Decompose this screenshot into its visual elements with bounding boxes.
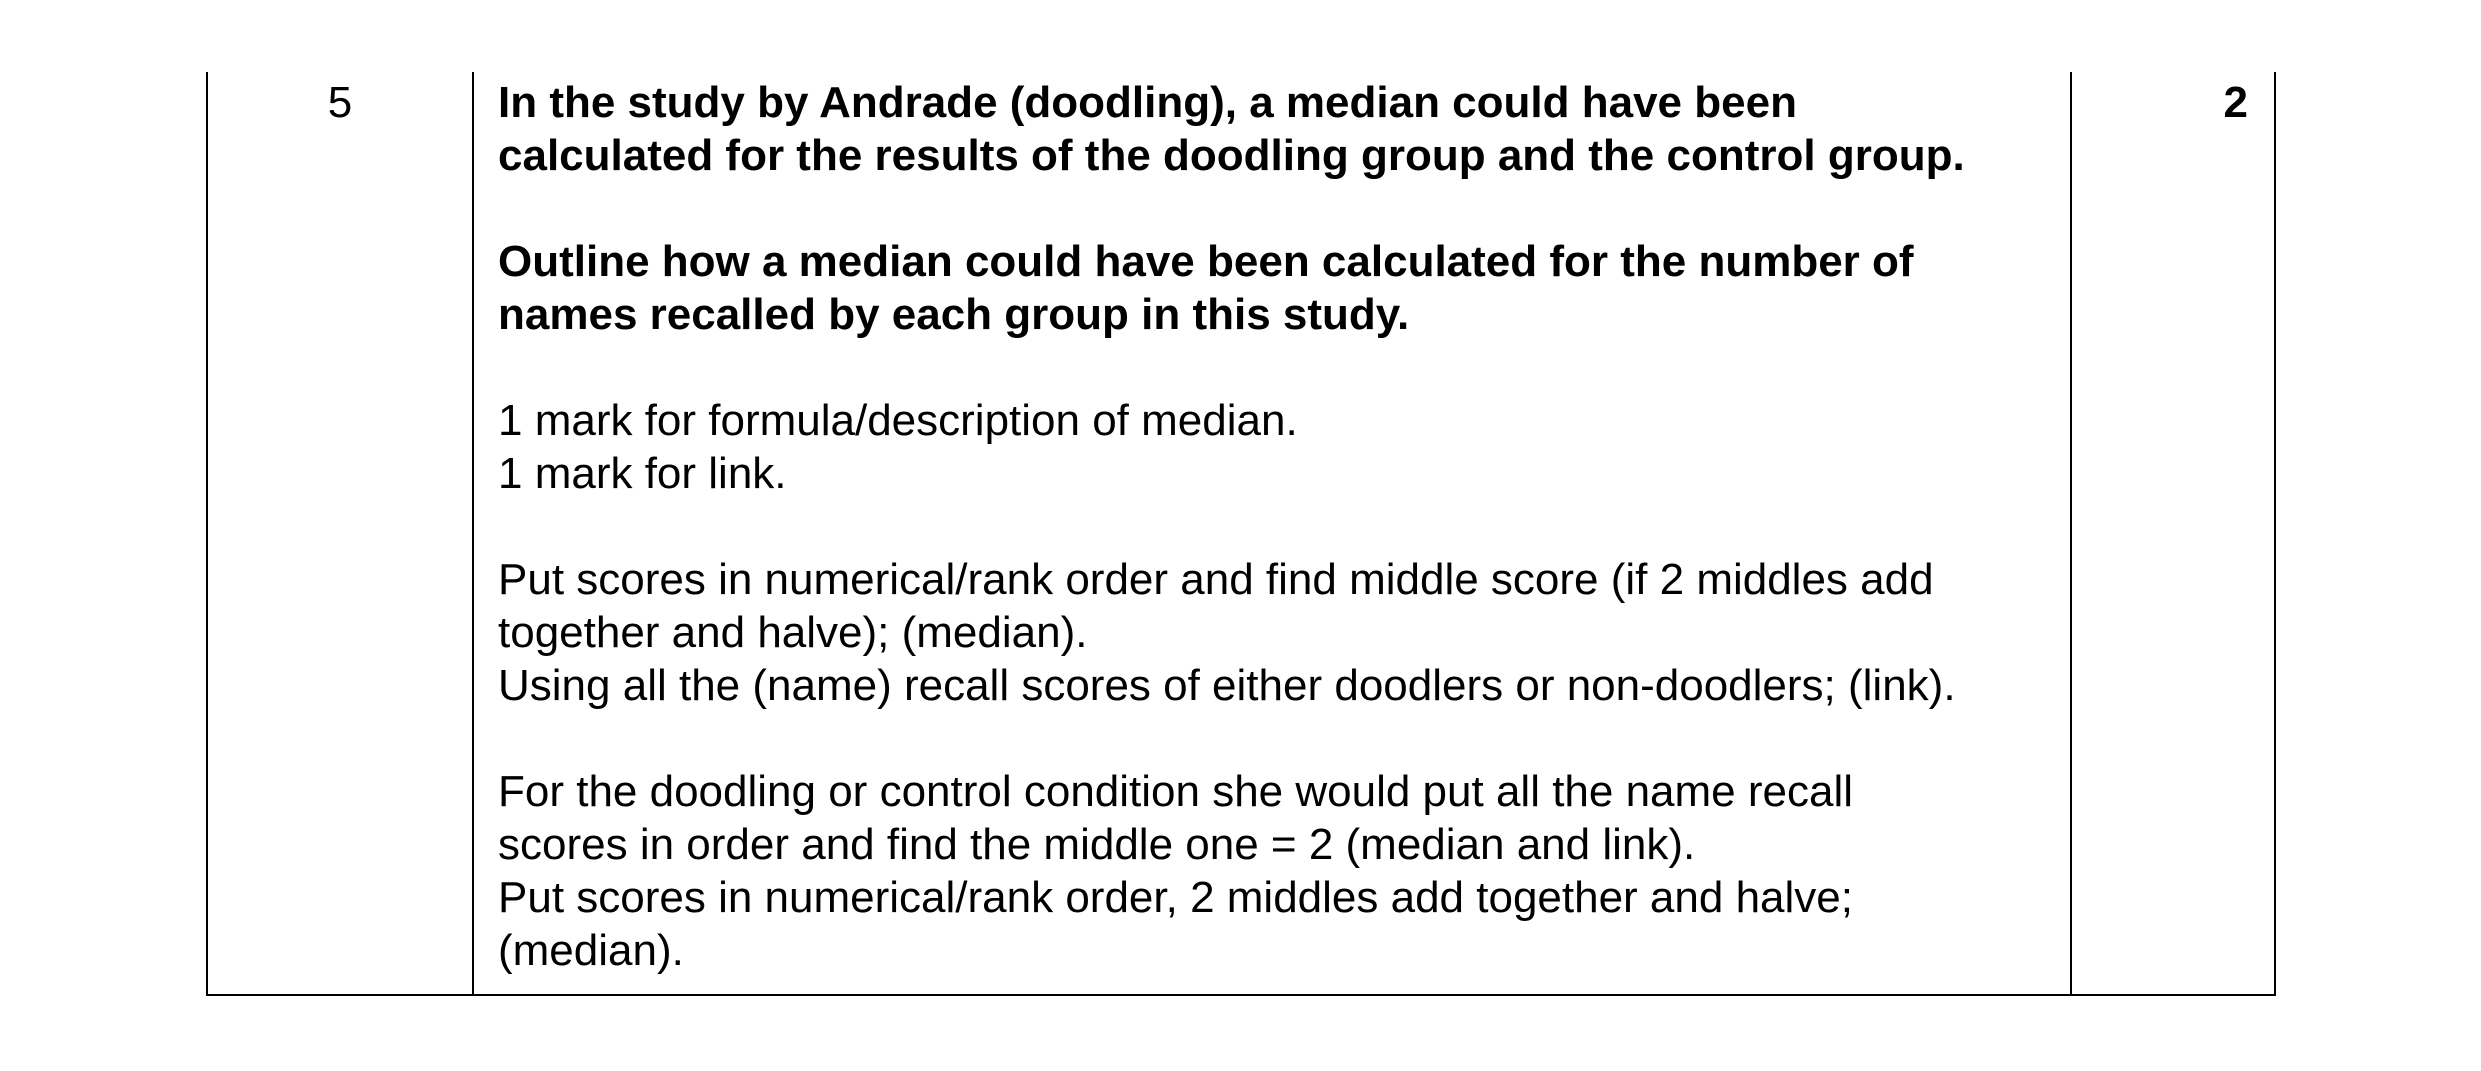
example-answer-line: For the doodling or control condition she would put all the name recall	[498, 767, 1854, 816]
example-answer-line: Using all the (name) recall scores of either doodlers or non-doodlers; (link).	[498, 661, 1956, 710]
question-stem-line: calculated for the results of the doodling group and the control group.	[498, 131, 1965, 180]
example-answer-line: Put scores in numerical/rank order, 2 middles add together and halve;	[498, 873, 1853, 922]
example-answer-line: together and halve); (median).	[498, 608, 1088, 657]
question-task-line: names recalled by each group in this study.	[498, 290, 1410, 339]
mark-allocation-line: 1 mark for link.	[498, 449, 787, 498]
column-divider-marks	[2070, 72, 2072, 994]
example-answer-line: Put scores in numerical/rank order and find middle score (if 2 middles add	[498, 555, 1934, 604]
mark-allocation-line: 1 mark for formula/description of median.	[498, 396, 1298, 445]
column-divider-number	[472, 72, 474, 994]
question-stem	[498, 76, 2058, 182]
marks-value: 2	[2223, 78, 2248, 127]
example-answer-1	[498, 553, 2058, 712]
answer-content	[498, 76, 2058, 977]
example-answer-line: (median).	[498, 926, 684, 975]
question-task-line: Outline how a median could have been calculated for the number of	[498, 237, 1914, 286]
mark-allocation	[498, 394, 2058, 500]
mark-scheme-table	[206, 72, 2276, 996]
example-answer-2	[498, 765, 2058, 977]
question-number: 5	[327, 78, 353, 127]
example-answer-line: scores in order and find the middle one = 2 (median and link).	[498, 820, 1696, 869]
question-task	[498, 235, 2058, 341]
question-stem-line: In the study by Andrade (doodling), a median could have been	[498, 78, 1797, 127]
